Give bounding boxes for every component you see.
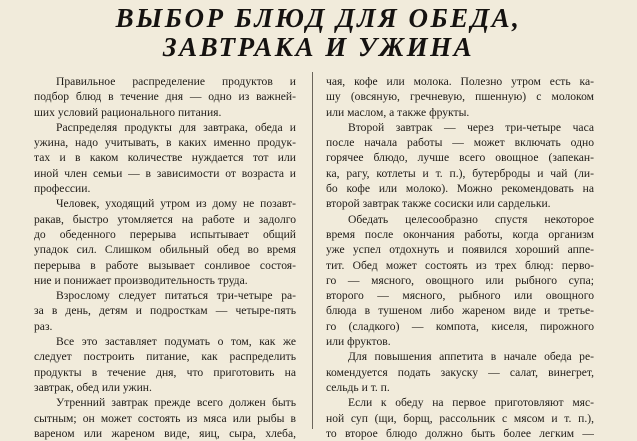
text-line: Для повышения аппетита в начале обеда ре-	[348, 350, 594, 364]
text-line: перерыва в работе вызывает сонливое состоя-	[34, 258, 296, 272]
text-line: тит. Обед может состоять из трех блюд: перво-	[326, 258, 594, 272]
paragraph	[326, 120, 594, 212]
text-line: следует построить питание, как распределить	[34, 350, 296, 364]
text-line: вареном или жареном виде, яиц, сыра, хлеба,	[34, 426, 296, 440]
text-line: раз.	[34, 319, 53, 333]
text-line: шу (овсяную, гречневую, пшенную) с молоком	[326, 90, 594, 104]
text-line: второй завтрак также сосиски или сардельки.	[326, 197, 551, 211]
text-line: го — мясного, овощного или рыбного супа;	[326, 273, 594, 287]
text-line: завтрак, обед или ужин.	[34, 380, 152, 394]
text-line: подбор блюд в течение дня — одно из важней-	[34, 90, 296, 104]
paragraph	[326, 74, 594, 120]
text-line: Обедать целесообразно спустя некоторое	[348, 212, 594, 226]
text-line: или фруктов.	[326, 335, 391, 349]
paragraph	[34, 288, 296, 334]
left-column	[34, 74, 296, 441]
text-line: бо кофе или молоко). Можно рекомендовать на	[326, 182, 594, 196]
text-line: сельдь и т. п.	[326, 380, 390, 394]
text-line: сытным; он может состоять из мяса или рыбы в	[34, 411, 296, 425]
text-line: за в день, детям и подросткам — четыре-пять	[34, 304, 296, 318]
text-line: Человек, уходящий утром из дому не позавт-	[56, 197, 296, 211]
text-line: тах и в каком количестве нуждается тот или	[34, 151, 296, 165]
paragraph	[34, 120, 296, 196]
text-line: го (сладкого) — компота, киселя, пирожного	[326, 319, 594, 333]
paragraph	[326, 212, 594, 350]
right-column	[326, 74, 594, 441]
text-line: до обеденного перерыва испытывает общий	[34, 227, 296, 241]
text-line: Правильное распределение продуктов и	[56, 75, 296, 88]
paragraph	[34, 196, 296, 288]
text-line: горячее блюдо, лучше всего овощное (запекан-	[326, 151, 594, 165]
column-divider	[312, 72, 313, 429]
text-line: комендуется подать закуску — салат, винегрет,	[326, 365, 594, 379]
text-line: Второй завтрак — через три-четыре часа	[348, 120, 594, 134]
text-line: ние и понижает производительность труда.	[34, 273, 248, 287]
text-line: продукты в течение дня, что приготовить на	[34, 365, 296, 379]
paragraph	[34, 74, 296, 120]
page-title-line-2: ЗАВТРАКА И УЖИНА	[162, 32, 475, 62]
text-line: чая, кофе или молока. Полезно утром есть ка-	[326, 75, 594, 88]
text-line: Утренний завтрак прежде всего должен быть	[56, 396, 296, 410]
paragraph	[34, 334, 296, 395]
text-line: иной член семьи — в зависимости от возраста и	[34, 166, 296, 180]
text-line: ка, рагу, котлеты и т. п.), бутерброды и чай (ли-	[326, 166, 594, 180]
text-line: ужина, надо учитывать, в каких именно продук-	[34, 136, 296, 150]
text-line: блюда в тушеном либо жареном виде и третье-	[326, 304, 594, 318]
text-line: то второе блюдо должно быть более легким —	[326, 426, 594, 440]
text-line: ших условий рационального питания.	[34, 105, 222, 119]
text-line: время после окончания работы, когда организм	[326, 227, 594, 241]
paragraph	[326, 395, 594, 441]
text-line: профессии.	[34, 182, 91, 196]
text-line: после начала работы — может включать одно	[326, 136, 594, 150]
text-line: ной суп (щи, борщ, рассольник с мясом и т. п.),	[326, 411, 594, 425]
paragraph	[34, 395, 296, 441]
text-line: Все это заставляет подумать о том, как же	[56, 335, 296, 349]
text-line: упадок сил. Слишком обильный обед во время	[34, 243, 296, 257]
text-line: ракав, быстро утомляется на работе и задолго	[34, 212, 296, 226]
text-line: Взрослому следует питаться три-четыре ра-	[56, 289, 296, 303]
text-line: Распределяя продукты для завтрака, обеда и	[56, 120, 296, 134]
text-line: Если к обеду на первое приготовляют мяс-	[348, 396, 594, 410]
paragraph	[326, 349, 594, 395]
page-title-line-1: ВЫБОР БЛЮД ДЛЯ ОБЕДА,	[115, 3, 522, 33]
text-line: или маслом, а также фрукты.	[326, 105, 470, 119]
text-line: второго — мясного, рыбного или овощного	[326, 289, 594, 303]
text-line: уже успел отдохнуть и появился хороший аппе-	[326, 243, 594, 257]
